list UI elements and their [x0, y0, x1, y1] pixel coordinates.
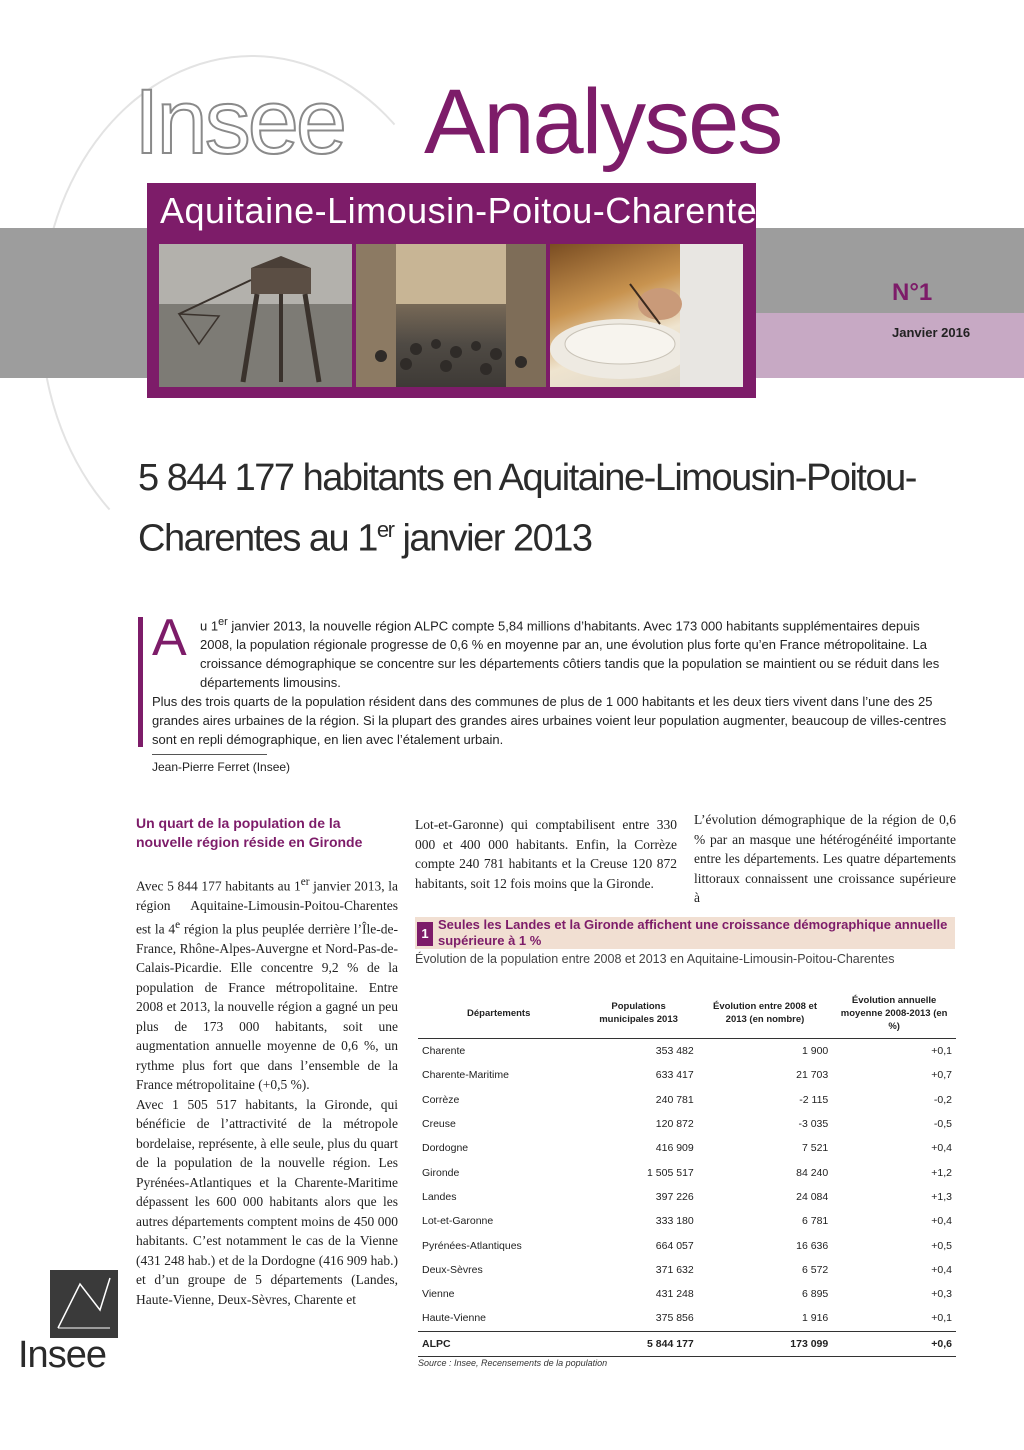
table-cell: +0,5 [931, 1239, 952, 1252]
table-cell: 120 872 [655, 1118, 694, 1131]
column-header: Évolution entre 2008 et 2013 (en nombre) [698, 988, 833, 1039]
lead-paragraph: u 1er janvier 2013, la nouvelle région ALPC compte 5,84 millions d’habitants. Avec 173 000 habitants supplémentaires depuis 2008, la population régionale progresse de 0,6 % en moyenne par an, une évolution plus forte qu’en France métropolitaine. La croissance démographique se concentre sur les départements côtiers tandis que la population se maintient ou se réduit dans les départements limousins. Plus des trois quarts de la population résident dans des communes de plus de 1 000 habitants et les deux tiers vivent dans l’une des 25 grandes aires urbaines de la région. Si la plupart des grandes aires urbaines voient leur population augmenter, beaucoup de villes-centres sont en repli démographique, en lien avec l’étalement urbain. [152, 616, 947, 748]
table-cell: +0,3 [931, 1288, 952, 1301]
table-cell: 1 505 517 [647, 1166, 694, 1179]
department-name: Pyrénées-Atlantiques [422, 1239, 522, 1252]
insee-logo-text: Insee [18, 1334, 106, 1376]
total-cell: 5 844 177 [579, 1331, 697, 1356]
issue-date: Janvier 2016 [892, 325, 971, 340]
body-paragraph: Avec 1 505 517 habitants, la Gironde, qui bénéficie de l’attractivité de la métropole bordelaise, représente, à elle seule, plus du quart de la population de la nouvelle région. Les Pyrénées-Atlantiques et la Charente-Maritime dépassent les 600 000 habitants alors que les autres départements comptent moins de 450 000 habitants. C’est notamment le cas de la Vienne (431 248 hab.) et de la Dordogne (416 909 hab.) et d’un groupe de 5 départements (Landes, Haute-Vienne, Deux-Sèvres, Charente et [136, 1096, 398, 1307]
table-cell: -3 035 [798, 1118, 829, 1131]
table-header-row [418, 988, 956, 1039]
table-cell: 1 900 [801, 1045, 829, 1058]
table-cell: 6 781 [801, 1215, 829, 1228]
department-name: Charente [422, 1045, 466, 1058]
table-cell: +0,1 [931, 1312, 952, 1325]
department-name: Corrèze [422, 1093, 460, 1106]
table-cell: 240 781 [655, 1093, 694, 1106]
figure-number: 1 [417, 922, 433, 946]
body-column-2: Lot-et-Garonne) qui comptabilisent entre 330 000 et 400 000 habitants. Enfin, la Corrèze compte 240 781 habitants et la Creuse 120 872 habitants, soit 12 fois moins que la Gironde. [415, 817, 677, 891]
table-cell: 1 916 [801, 1312, 829, 1325]
table-cell: 21 703 [796, 1069, 829, 1082]
author-rule [152, 754, 267, 755]
author: Jean-Pierre Ferret (Insee) [152, 760, 291, 774]
region-name: Aquitaine-Limousin-Poitou-Charentes [160, 190, 776, 231]
table-cell: 633 417 [655, 1069, 694, 1082]
table-row [418, 1258, 956, 1282]
table-row [418, 1306, 956, 1331]
issue-number: N°1 [892, 279, 933, 306]
table-cell: 84 240 [796, 1166, 829, 1179]
table-cell: +0,4 [931, 1142, 952, 1155]
page-title: 5 844 177 habitants en Aquitaine-Limousin-Poitou-Charentes au 1er janvier 2013 [138, 457, 916, 560]
header-pink-band [755, 313, 1024, 378]
table-total-row [418, 1331, 956, 1356]
table-row [418, 1233, 956, 1257]
figure-subtitle: Évolution de la population entre 2008 et 2013 en Aquitaine-Limousin-Poitou-Charentes [415, 952, 895, 966]
column-header: Évolution annuelle moyenne 2008-2013 (en %) [832, 988, 956, 1039]
table-cell: +1,2 [931, 1166, 952, 1179]
total-cell: 173 099 [698, 1331, 833, 1356]
table-row [418, 1160, 956, 1184]
table-cell: -2 115 [799, 1093, 829, 1106]
brand-insee: Insee [134, 71, 345, 173]
body-column-1 [136, 873, 398, 1309]
lead-paragraph-2: Plus des trois quarts de la population résident dans des communes de plus de 1 000 habitants et les deux tiers vivent dans l’une des 25 grandes aires urbaines de la région. Si la plupart des grandes aires urbaines voient leur population augmenter, beaucoup de villes-centres sont en repli démographique, en lien avec l’étalement urbain. [152, 694, 947, 748]
table-cell: 24 084 [796, 1190, 829, 1203]
table-row [418, 1088, 956, 1112]
department-name: Dordogne [422, 1142, 469, 1155]
department-name: Gironde [422, 1166, 460, 1179]
table-cell: 416 909 [655, 1142, 694, 1155]
table-cell: +0,4 [931, 1263, 952, 1276]
table-row [418, 1209, 956, 1233]
table-cell: +0,4 [931, 1215, 952, 1228]
table-cell: 7 521 [801, 1142, 829, 1155]
table-row [418, 1063, 956, 1087]
table-cell: +0,1 [931, 1045, 952, 1058]
table-cell: +1,3 [931, 1190, 952, 1203]
photo-porcelain-painting [550, 244, 743, 387]
table-row [418, 1112, 956, 1136]
photo-fishing-hut [159, 244, 352, 387]
table-cell: 431 248 [655, 1288, 694, 1301]
department-name: Vienne [422, 1288, 455, 1301]
total-label: ALPC [418, 1331, 579, 1356]
table-cell: -0,2 [933, 1093, 952, 1106]
table-row [418, 1282, 956, 1306]
department-name: Deux-Sèvres [422, 1263, 483, 1276]
insee-logo-mark [50, 1270, 118, 1338]
table-cell: -0,5 [933, 1118, 952, 1131]
body-column-3: L’évolution démographique de la région de 0,6 % par an masque une hétérogénéité importante entre les départements. Les quatre départements littoraux connaissent une croissance supérieure à [694, 812, 956, 905]
table-cell: 664 057 [655, 1239, 694, 1252]
department-name: Haute-Vienne [422, 1312, 487, 1325]
department-name: Creuse [422, 1118, 456, 1131]
table-cell: 6 895 [801, 1288, 829, 1301]
department-name: Lot-et-Garonne [422, 1215, 494, 1228]
department-name: Charente-Maritime [422, 1069, 509, 1082]
table-cell: 333 180 [655, 1215, 694, 1228]
table-cell: 397 226 [655, 1190, 694, 1203]
department-name: Landes [422, 1190, 457, 1203]
table-cell: 375 856 [655, 1312, 694, 1325]
brand-analyses: Analyses [424, 71, 782, 173]
column-header: Départements [418, 988, 579, 1039]
column-header: Populations municipales 2013 [579, 988, 697, 1039]
total-cell: +0,6 [832, 1331, 956, 1356]
table-cell: 16 636 [796, 1239, 829, 1252]
section-heading: Un quart de la population de la nouvelle région réside en Gironde [136, 815, 363, 850]
figure-title: Seules les Landes et la Gironde affichent une croissance démographique annuelle supérieure à 1 % [438, 917, 948, 948]
table-cell: 353 482 [655, 1045, 694, 1058]
lead-accent-bar [138, 617, 143, 747]
population-table [418, 988, 956, 1357]
table-row [418, 1185, 956, 1209]
table-row [418, 1136, 956, 1160]
photo-street-crowd [356, 244, 546, 387]
body-paragraph: Avec 5 844 177 habitants au 1er janvier 2013, la région Aquitaine-Limousin-Poitou-Charentes est la 4e région la plus peuplée derrière l’Île-de-France, Rhône-Alpes-Auvergne et Nord-Pas-de-Calais-Picardie. Elle concentre 9,2 % de la population de France métropolitaine. Entre 2008 et 2013, la nouvelle région a gagné un peu plus de 173 000 habitants, soit une augmentation annuelle moyenne de 0,6 %, un rythme plus fort que dans l’ensemble de la France métropolitaine (+0,5 %). [136, 876, 398, 1092]
table-cell: +0,7 [931, 1069, 952, 1082]
table-row [418, 1039, 956, 1064]
table-cell: 371 632 [655, 1263, 694, 1276]
figure-source: Source : Insee, Recensements de la population [418, 1358, 608, 1368]
table-cell: 6 572 [801, 1263, 829, 1276]
lead-dropcap: A [152, 609, 187, 667]
